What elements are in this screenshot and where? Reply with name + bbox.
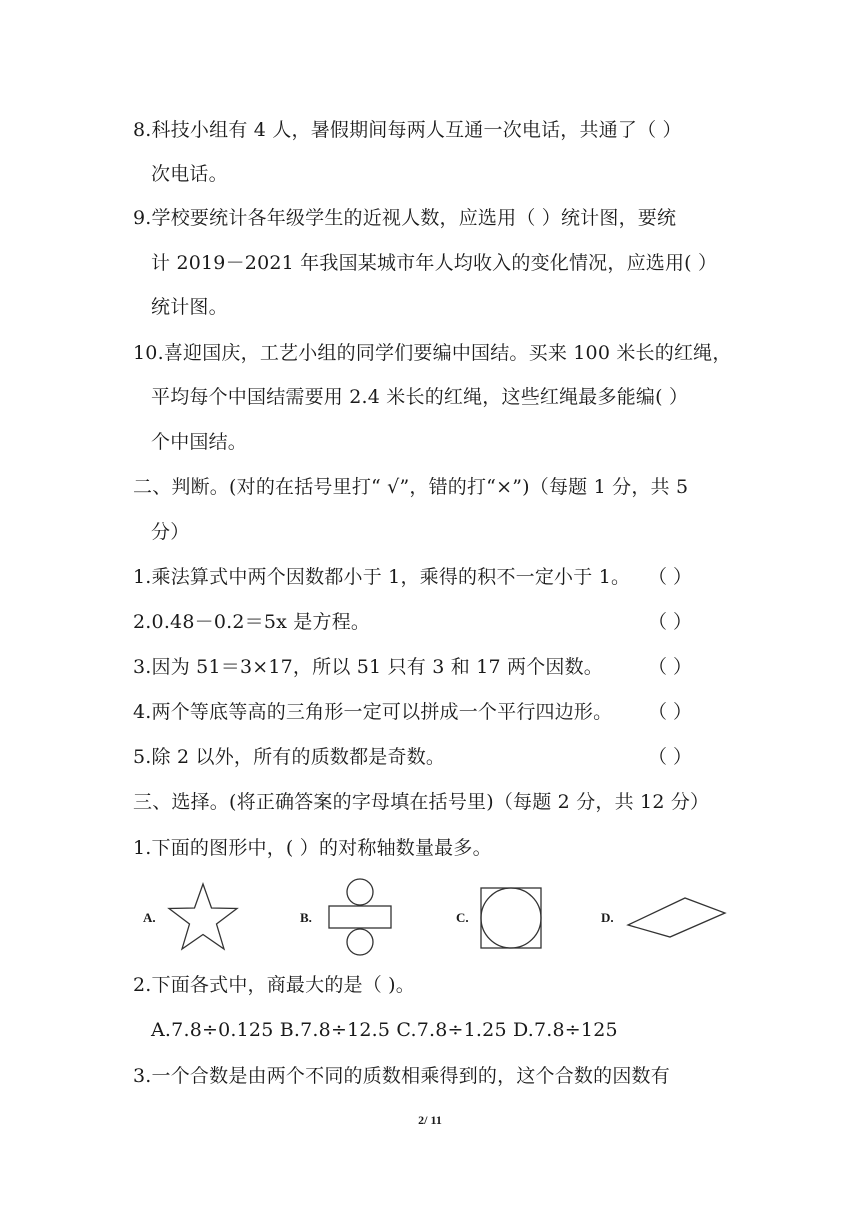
circle-in-square-icon — [478, 885, 544, 951]
judge-answer-paren-4[interactable]: （ ） — [648, 701, 693, 723]
section-three-heading: 三、选择。(将正确答案的字母填在括号里)（每题 2 分，共 12 分） — [133, 791, 710, 813]
judge-answer-paren-2[interactable]: （ ） — [648, 611, 693, 633]
judge-item-5: 5.除 2 以外，所有的质数都是奇数。 — [133, 746, 446, 768]
q8-line-1: 8.科技小组有 4 人，暑假期间每两人互通一次电话，共通了（ ） — [133, 119, 682, 141]
option-d-label: D. — [601, 910, 614, 925]
option-b-label: B. — [300, 910, 312, 925]
judge-answer-paren-3[interactable]: （ ） — [648, 656, 693, 678]
judge-item-4: 4.两个等底等高的三角形一定可以拼成一个平行四边形。 — [133, 701, 613, 723]
q10-line-1: 10.喜迎国庆，工艺小组的同学们要编中国结。买来 100 米长的红绳， — [133, 342, 732, 364]
q9-line-1: 9.学校要统计各年级学生的近视人数，应选用（ ）统计图，要统 — [133, 207, 677, 229]
q9-line-3: 统计图。 — [151, 296, 228, 318]
q8-line-2: 次电话。 — [151, 163, 228, 185]
judge-item-3: 3.因为 51＝3×17，所以 51 只有 3 和 17 两个因数。 — [133, 656, 604, 678]
q9-line-2: 计 2019－2021 年我国某城市年人均收入的变化情况，应选用( ） — [151, 252, 718, 274]
choice-q2: 2.下面各式中，商最大的是（ )。 — [133, 974, 415, 996]
choice-q2-options: A.7.8÷0.125 B.7.8÷12.5 C.7.8÷1.25 D.7.8÷125 — [151, 1019, 618, 1041]
judge-item-2: 2.0.48－0.2＝5x 是方程。 — [133, 611, 371, 633]
option-c-label: C. — [456, 910, 469, 925]
choice-q3-line-1: 3.一个合数是由两个不同的质数相乘得到的，这个合数的因数有 — [133, 1065, 670, 1087]
section-two-heading-line-1: 二、判断。(对的在括号里打“ √”，错的打“×”)（每题 1 分，共 5 — [133, 476, 689, 498]
judge-answer-paren-5[interactable]: （ ） — [648, 746, 693, 768]
rectangle-with-circles-icon — [324, 876, 396, 958]
star-icon — [166, 881, 240, 953]
option-a-label: A. — [143, 910, 156, 925]
section-two-heading-line-2: 分） — [151, 521, 190, 543]
q10-line-3: 个中国结。 — [151, 431, 248, 453]
judge-item-1: 1.乘法算式中两个因数都小于 1，乘得的积不一定小于 1。 — [133, 566, 631, 588]
q10-line-2: 平均每个中国结需要用 2.4 米长的红绳，这些红绳最多能编( ） — [151, 386, 689, 408]
choice-q1: 1.下面的图形中，( ）的对称轴数量最多。 — [133, 837, 492, 859]
rhombus-icon — [625, 895, 729, 941]
judge-answer-paren-1[interactable]: （ ） — [648, 566, 693, 588]
page-number: 2/ 11 — [418, 1113, 442, 1127]
